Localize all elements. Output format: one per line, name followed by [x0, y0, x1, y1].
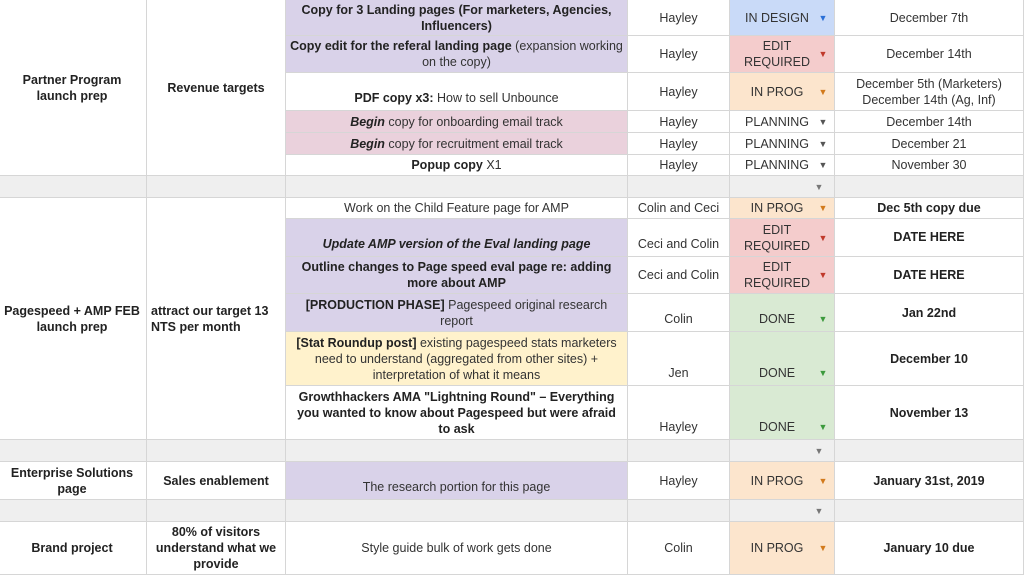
blank-cell: [147, 440, 286, 462]
due-label: December 14th: [886, 114, 972, 129]
owner-cell[interactable]: [628, 386, 730, 440]
task-bold-text: Begin: [350, 136, 385, 151]
triangle-down-icon[interactable]: ▼: [818, 160, 828, 170]
goal-label: Revenue targets: [167, 80, 265, 95]
due-cell[interactable]: [835, 219, 1024, 257]
table-row: [0, 0, 1024, 36]
table-row: [0, 36, 1024, 73]
blank-cell: [835, 440, 1024, 462]
project-cell[interactable]: [0, 522, 147, 575]
table-row: [0, 198, 1024, 219]
owner-label: Hayley: [659, 47, 698, 61]
owner-cell[interactable]: [628, 462, 730, 500]
owner-label: Jen: [668, 366, 689, 380]
goal-cell[interactable]: [147, 522, 286, 575]
table-row: [0, 155, 1024, 176]
owner-label: Hayley: [659, 10, 698, 25]
task-text: existing pagespeed stats marketers need to understand (aggregated from other sites) + interpretation of what it means: [314, 335, 617, 382]
table-row: [0, 462, 1024, 500]
owner-cell[interactable]: [628, 111, 730, 133]
owner-label: Hayley: [659, 84, 698, 99]
status-label: IN PROG: [750, 541, 804, 555]
due-label: November 30: [891, 158, 967, 172]
goal-label: 80% of visitors understand what we provide: [155, 525, 277, 571]
task-cell[interactable]: [286, 257, 628, 294]
project-label: Enterprise Solutions page: [10, 465, 134, 496]
project-label: Pagespeed + AMP FEB launch prep: [4, 303, 140, 334]
due-label: Jan 22nd: [901, 305, 957, 320]
due-cell[interactable]: [835, 73, 1024, 111]
owner-label: Ceci and Colin: [637, 237, 720, 251]
owner-label: Hayley: [659, 114, 698, 129]
triangle-down-icon[interactable]: ▼: [818, 86, 828, 97]
task-bold-text: Growthhackers AMA "Lightning Round" – Everything you wanted to know about Pagespeed but were afraid to ask: [297, 389, 616, 436]
owner-cell[interactable]: [628, 257, 730, 294]
task-text: The research portion for this page: [362, 480, 551, 494]
status-label: EDIT REQUIRED: [744, 260, 810, 290]
task-cell[interactable]: [286, 332, 628, 386]
triangle-down-icon[interactable]: ▼: [818, 422, 828, 432]
triangle-down-icon[interactable]: ▼: [814, 445, 824, 456]
task-bold-text: [Stat Roundup post]: [296, 335, 417, 350]
triangle-down-icon[interactable]: ▼: [818, 270, 828, 280]
owner-cell[interactable]: [628, 0, 730, 36]
task-text: Style guide bulk of work gets done: [361, 541, 552, 555]
task-text: X1: [482, 158, 502, 172]
owner-cell[interactable]: [628, 73, 730, 111]
table-row: [0, 294, 1024, 332]
triangle-down-icon[interactable]: ▼: [818, 475, 828, 486]
due-cell[interactable]: [835, 133, 1024, 155]
triangle-down-icon[interactable]: ▼: [818, 12, 828, 23]
task-bold-text: Copy edit for the referal landing page: [290, 39, 512, 53]
triangle-down-icon[interactable]: ▼: [818, 368, 828, 378]
task-bold-text: Begin: [350, 114, 385, 129]
triangle-down-icon[interactable]: ▼: [818, 138, 828, 149]
status-label: IN PROG: [750, 201, 804, 215]
status-label: DONE: [758, 420, 796, 434]
task-cell[interactable]: [286, 111, 628, 133]
status-dropdown[interactable]: [730, 111, 835, 133]
status-dropdown[interactable]: [730, 440, 835, 462]
owner-cell[interactable]: [628, 36, 730, 73]
owner-label: Hayley: [659, 420, 698, 434]
separator-row: [0, 500, 1024, 522]
status-label: PLANNING: [745, 158, 809, 172]
status-label: IN PROG: [750, 473, 804, 488]
triangle-down-icon[interactable]: ▼: [814, 505, 824, 516]
blank-cell: [0, 500, 147, 522]
status-dropdown[interactable]: [730, 198, 835, 219]
status-dropdown[interactable]: [730, 332, 835, 386]
owner-label: Colin: [664, 541, 693, 555]
goal-cell[interactable]: [147, 462, 286, 500]
due-cell[interactable]: [835, 332, 1024, 386]
owner-cell[interactable]: [628, 133, 730, 155]
status-dropdown[interactable]: [730, 73, 835, 111]
blank-cell: [835, 176, 1024, 198]
task-bold-text: Update AMP: [322, 237, 396, 251]
task-cell[interactable]: [286, 386, 628, 440]
owner-cell[interactable]: [628, 294, 730, 332]
task-cell[interactable]: [286, 522, 628, 575]
task-text: (expansion working on the copy): [422, 39, 623, 69]
task-text: Work on the Child Feature page for AMP: [344, 201, 569, 215]
blank-cell: [286, 500, 628, 522]
status-dropdown[interactable]: [730, 257, 835, 294]
task-bold-text: Outline changes to Page speed eval page re: adding more about AMP: [301, 260, 612, 290]
due-cell[interactable]: [835, 155, 1024, 176]
blank-cell: [628, 176, 730, 198]
due-cell[interactable]: [835, 462, 1024, 500]
project-cell[interactable]: [0, 462, 147, 500]
due-cell[interactable]: [835, 198, 1024, 219]
due-label: DATE HERE: [893, 268, 965, 282]
status-label: IN PROG: [750, 84, 804, 99]
triangle-down-icon[interactable]: ▼: [818, 49, 828, 59]
task-cell[interactable]: [286, 0, 628, 36]
due-cell[interactable]: [835, 522, 1024, 575]
task-cell[interactable]: [286, 294, 628, 332]
table-row: [0, 133, 1024, 155]
status-dropdown[interactable]: [730, 133, 835, 155]
triangle-down-icon[interactable]: ▼: [818, 543, 828, 553]
table-row: [0, 332, 1024, 386]
blank-cell: [286, 176, 628, 198]
owner-label: Hayley: [659, 473, 698, 488]
status-label: PLANNING: [745, 136, 809, 151]
status-dropdown[interactable]: [730, 294, 835, 332]
table-row: [0, 73, 1024, 111]
task-bold-text: [PRODUCTION PHASE]: [305, 297, 445, 312]
status-dropdown[interactable]: [730, 219, 835, 257]
status-dropdown[interactable]: [730, 500, 835, 522]
task-cell[interactable]: [286, 219, 628, 257]
owner-cell[interactable]: [628, 522, 730, 575]
triangle-down-icon[interactable]: ▼: [818, 232, 828, 243]
task-text: copy for recruitment email track: [384, 136, 563, 151]
due-cell[interactable]: [835, 111, 1024, 133]
table-row: [0, 386, 1024, 440]
blank-cell: [0, 440, 147, 462]
status-label: DONE: [758, 366, 796, 380]
status-dropdown[interactable]: [730, 36, 835, 73]
due-cell[interactable]: [835, 257, 1024, 294]
separator-row: [0, 440, 1024, 462]
status-label: EDIT REQUIRED: [744, 39, 810, 69]
table-row: [0, 219, 1024, 257]
task-cell[interactable]: [286, 462, 628, 500]
project-label: Partner Program launch prep: [22, 72, 122, 103]
task-text: Pagespeed original research report: [440, 297, 608, 328]
blank-cell: [628, 440, 730, 462]
due-label: Dec 5th copy due: [877, 201, 981, 215]
table-row: [0, 111, 1024, 133]
status-label: IN DESIGN: [745, 10, 809, 25]
status-dropdown[interactable]: [730, 462, 835, 500]
blank-cell: [835, 500, 1024, 522]
status-dropdown[interactable]: [730, 0, 835, 36]
due-cell[interactable]: [835, 0, 1024, 36]
status-dropdown[interactable]: [730, 155, 835, 176]
due-label: December 14th: [886, 47, 972, 61]
status-label: PLANNING: [745, 114, 809, 129]
task-bold-text: PDF copy x3:: [354, 91, 434, 105]
task-cell[interactable]: [286, 36, 628, 73]
due-label: November 13: [889, 405, 969, 420]
blank-cell: [147, 500, 286, 522]
task-cell[interactable]: [286, 133, 628, 155]
due-cell[interactable]: [835, 36, 1024, 73]
owner-label: Hayley: [659, 158, 698, 172]
status-dropdown[interactable]: [730, 386, 835, 440]
task-bold-text: Copy for 3 Landing pages (For marketers, Agencies, Influencers): [301, 2, 612, 33]
table-row: [0, 522, 1024, 575]
separator-row: [0, 176, 1024, 198]
owner-cell[interactable]: [628, 155, 730, 176]
due-label: January 31st, 2019: [873, 473, 985, 488]
blank-cell: [286, 440, 628, 462]
status-label: EDIT REQUIRED: [744, 222, 810, 253]
task-text: copy for onboarding email track: [384, 114, 563, 129]
due-cell[interactable]: [835, 294, 1024, 332]
triangle-down-icon[interactable]: ▼: [818, 203, 828, 213]
owner-cell[interactable]: [628, 219, 730, 257]
owner-label: Colin: [664, 312, 693, 326]
owner-label: Ceci and Colin: [637, 268, 720, 282]
due-label: December 7th: [889, 10, 969, 25]
status-label: DONE: [758, 312, 796, 326]
due-label: December 10: [890, 351, 968, 366]
owner-cell[interactable]: [628, 332, 730, 386]
due-label: December 21: [891, 136, 967, 151]
due-label: January 10 due: [883, 541, 975, 555]
task-cell[interactable]: [286, 198, 628, 219]
blank-cell: [147, 176, 286, 198]
owner-label: Hayley: [659, 136, 698, 151]
due-cell[interactable]: [835, 386, 1024, 440]
blank-cell: [0, 176, 147, 198]
due-label: December 5th (Marketers) December 14th (Ag, Inf): [856, 76, 1002, 107]
status-dropdown[interactable]: [730, 522, 835, 575]
triangle-down-icon[interactable]: ▼: [818, 116, 828, 127]
task-text: version of the Eval landing page: [395, 237, 591, 251]
status-dropdown[interactable]: [730, 176, 835, 198]
task-cell[interactable]: [286, 155, 628, 176]
goal-label: attract our target 13 NTS per month: [151, 303, 269, 334]
project-label: Brand project: [31, 541, 113, 555]
task-cell[interactable]: [286, 73, 628, 111]
task-text: How to sell Unbounce: [433, 91, 559, 105]
task-bold-text: Popup copy: [411, 158, 483, 172]
triangle-down-icon[interactable]: ▼: [814, 181, 824, 192]
triangle-down-icon[interactable]: ▼: [818, 314, 828, 324]
blank-cell: [628, 500, 730, 522]
owner-label: Colin and Ceci: [637, 201, 720, 215]
owner-cell[interactable]: [628, 198, 730, 219]
table-row: [0, 257, 1024, 294]
goal-label: Sales enablement: [163, 473, 269, 488]
due-label: DATE HERE: [893, 230, 965, 244]
